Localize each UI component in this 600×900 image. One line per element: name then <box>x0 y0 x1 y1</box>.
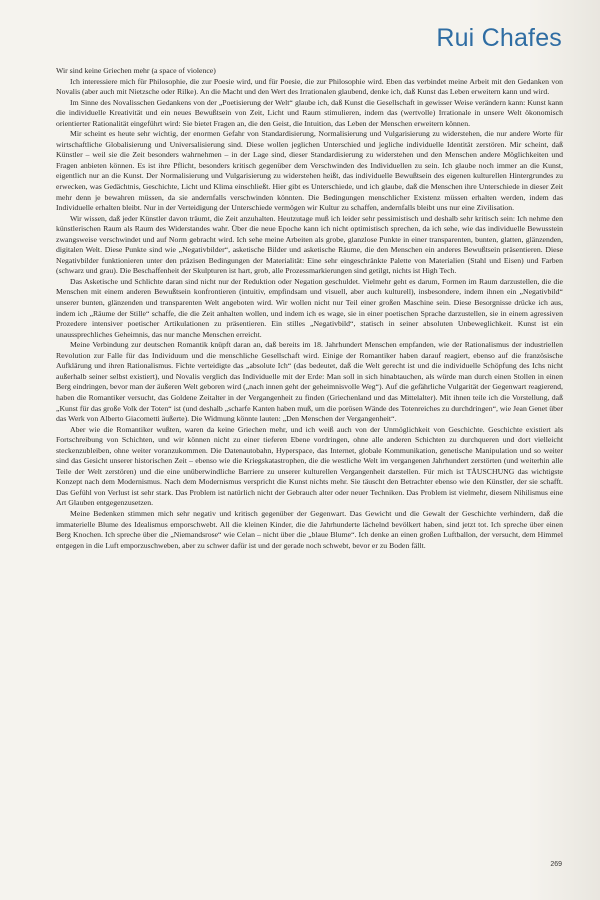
paragraph: Das Asketische und Schlichte daran sind nicht nur der Reduktion oder Negation geschuldet. Vielmehr geht es darum, Formen im Raum darzustellen, die die Menschen mit einem anderen Bewußtsein konfrontieren (intuitiv, empfindsam und visuell, aber auch kulturell), insbesondere, indem ihnen ein „Negativbild“ unserer bunten, glänzenden und transparenten Welt angeboten wird. Wir wollen nicht nur Teil einer großen Maschine sein. Diese Besorgnisse drücke ich aus, indem ich „Räume der Stille“ schaffe, die die Zeit anhalten wollen, und indem ich es wage, sie in einer poetischen Sprache darzustellen, sie in einem agressiven Prozedere intensiver poetischer Artikulationen zu präsentieren. Ein stilles „Negativbild“, statisch in seiner absoluten Unbeweglichkeit. Kunst ist ein unaussprechliches Geheimnis, das nur manche Menschen erreicht. <box>56 276 563 339</box>
paragraph: Meine Verbindung zur deutschen Romantik knüpft daran an, daß bereits im 18. Jahrhundert Menschen empfanden, wie der Rationalismus der industriellen Revolution zur Falle für das Individuum und die menschliche Gesellschaft wird. Einige der Romantiker haben darauf reagiert, ebenso auf die französische Aufklärung und ihren Rationalismus. Fichte verteidigte das „absolute Ich“ (das bedeutet, daß die Welt gerecht ist und die individuelle Schöpfung des Ichs nicht außerhalb seiner selbst existiert), und Novalis verglich das Individuelle mit der Erde: Man soll in sich hinabtauchen, als würde man durch einen Stollen in einen Berg eindringen, bevor man der äußeren Welt geboren wird („nach innen geht der geheimnisvolle Weg“). Auf die gefährliche Vulgarität der Gegenwart reagierend, haben die Romantiker versucht, das Goldene Zeitalter in der Vergangenheit zu finden (Griechenland und das Mittelalter). Mit ihnen teile ich die Vorstellung, daß „Kunst für das große Volk der Toten“ ist (und deshalb „scharfe Kanten haben muß, um die porösen Wände des Totenreiches zu durchdringen“, wie Jean Genet über das Werk von Alberto Giacometti äußerte). Die Widmung könnte lauten: „Den Menschen der Vergangenheit“. <box>56 340 563 424</box>
page-number: 269 <box>550 861 562 868</box>
essay-body <box>56 66 563 551</box>
paragraph: Meine Bedenken stimmen mich sehr negativ und kritisch gegenüber der Gegenwart. Das Gewicht und die Gewalt der Geschichte verhindern, daß die immaterielle Blume des Idealismus emporschwebt. All die kleinen Kinder, die die Jahrhunderte lächelnd bevölkert haben, sind jetzt tot. Ich spreche über einen Berg Knochen. Ich spreche über die „Niemandsrose“ wie Celan – nicht über die „blaue Blume“. Ich denke an einen großen Luftballon, der versucht, dem Himmel entgegen in die Luft emporzuschweben, aber zu schwer dafür ist und der gerade noch schwebt, bevor er zu Boden fällt. <box>56 508 563 550</box>
paragraph: Wir wissen, daß jeder Künstler davon träumt, die Zeit anzuhalten. Heutzutage muß ich leider sehr pessimistisch und deshalb sehr kritisch sein: Ich nehme den künstlerischen Raum als Raum des Widerstandes wahr. Über die neue Epoche kann ich nicht optimistisch sprechen, da ich sehe, wie das individuelle Bewusstein zwangsweise verschwindet und auf Norm gebracht wird. Ich sehe meine Arbeiten als grobe, glanzlose Punkte in einer transparenten, bunten, glatten, glänzenden, digitalen Welt. Diese Punkte sind wie „Negativbilder“, asketische Bilder und asketische Räume, die den Menschen ein anderes Bewußtsein präsentieren. Diese Negativbilder funktionieren unter den präzisen Bedingungen der Materialität: Eine sehr eingeschränkte Palette von Materialien (Stahl und Eisen) und Farben (schwarz und grau). Die Beschaffenheit der Skulpturen ist hart, grob, alle Prozessmarkierungen sind getilgt, nichts ist High Tech. <box>56 213 563 276</box>
essay-subtitle: Wir sind keine Griechen mehr (a space of violence) <box>56 66 216 75</box>
paragraph: Aber wie die Romantiker wußten, waren da keine Griechen mehr, und ich weiß auch von der Unmöglichkeit von Geschichte. Geschichte existiert als Fortschreibung von Schichten, und wir können nicht zu einer tieferen Ebene vordringen, ohne alle anderen Schichten zu durchqueren und dort vielleicht steckenzubleiben, ohne weiter voranzukommen. Die Datenautobahn, Hyperspace, das Internet, globale Kommunikation, genetische Manipulation und so weiter sind das Gesicht unserer historischen Zeit – ebenso wie die Kriegskatastrophen, die die westliche Welt im vergangenen Jahrhundert zerstörten (und weiterhin alle Teile der Welt zerstören) und die eine unüberwindliche Barriere zu unserer kulturellen Vergangenheit darstellen. Für mich ist TÄUSCHUNG das wichtigste Konzept nach dem Modernismus. Nach dem Modernismus verspricht die Kunst nichts mehr. Sie täuscht den Betrachter ebenso wie den Künstler, der sie schafft. Das Gefühl von Verlust ist sehr stark. Das Problem ist natürlich nicht der Gebrauch alter oder neuer Techniken. Das Problem ist vielmehr, diesem Nihilismus eine Art Glauben entgegenzusetzen. <box>56 424 563 508</box>
paragraph: Ich interessiere mich für Philosophie, die zur Poesie wird, und für Poesie, die zur Philosophie wird. Eben das verbindet meine Arbeit mit den Gedanken von Novalis (aber auch mit Nietzsche oder Rilke). An die Macht und den Wert des Irrationalen glaubend, denke ich, daß Kunst das Leben erweitern kann und wird. <box>56 76 563 97</box>
paragraph: Im Sinne des Novalisschen Gedankens von der „Poetisierung der Welt“ glaube ich, daß Kunst die Gesellschaft in gewisser Weise verändern kann: Kunst kann die individuelle Kreativität und ein neues Bewußtsein von Zeit, Licht und Raum stimulieren, indem das (wertvolle) Irrationale in unsere Welt ökonomisch orientierter Rationalität eingeführt wird: Sie bietet Fragen an, die den Geist, die Intuition, das Leben der Menschen erweitern können. <box>56 97 563 128</box>
author-heading: Rui Chafes <box>436 24 562 52</box>
paragraph: Mir scheint es heute sehr wichtig, der enormen Gefahr von Standardisierung, Normalisierung und Vulgarisierung zu widerstehen, die nur andere Worte für wirtschaftliche Globalisierung und Universalisierung sind. Diese wollen jeglichen Unterschied und jegliche individuelle Identität zerstören. Mir scheint, daß Künstler – weil sie die Zeit besonders wahrnehmen – in der Lage sind, dieser Standardisierung zu widerstehen und den Menschen andere Möglichkeiten und Fragen anbieten können. Es ist ihre Pflicht, besonders kritisch gegenüber dem Verschwinden des Individuellen zu sein. Ich glaube noch immer an die Kunst, eigentlich nur an die Kunst. Der Normalisierung und Vulgarisierung zu widerstehen heißt, das individuelle Bewußtsein des eigenen kulturellen Hintergrundes zu erwecken, was Gedächtnis, Geschichte, Licht und Klima einschließt. Hier gibt es Unterschiede, und ich glaube, daß die Menschen ihre Unterschiede in dieser Zeit mehr denn je bewahren müssen, da sie andernfalls verschwinden könnten. Die Bedingungen menschlicher Existenz müssen erhalten werden, indem das Individuelle erhalten bleibt. Nur in der Verteidigung der Unterschiede vermögen wir Kultur zu schaffen, andernfalls bleibt uns nur eine Zivilisation. <box>56 129 563 213</box>
